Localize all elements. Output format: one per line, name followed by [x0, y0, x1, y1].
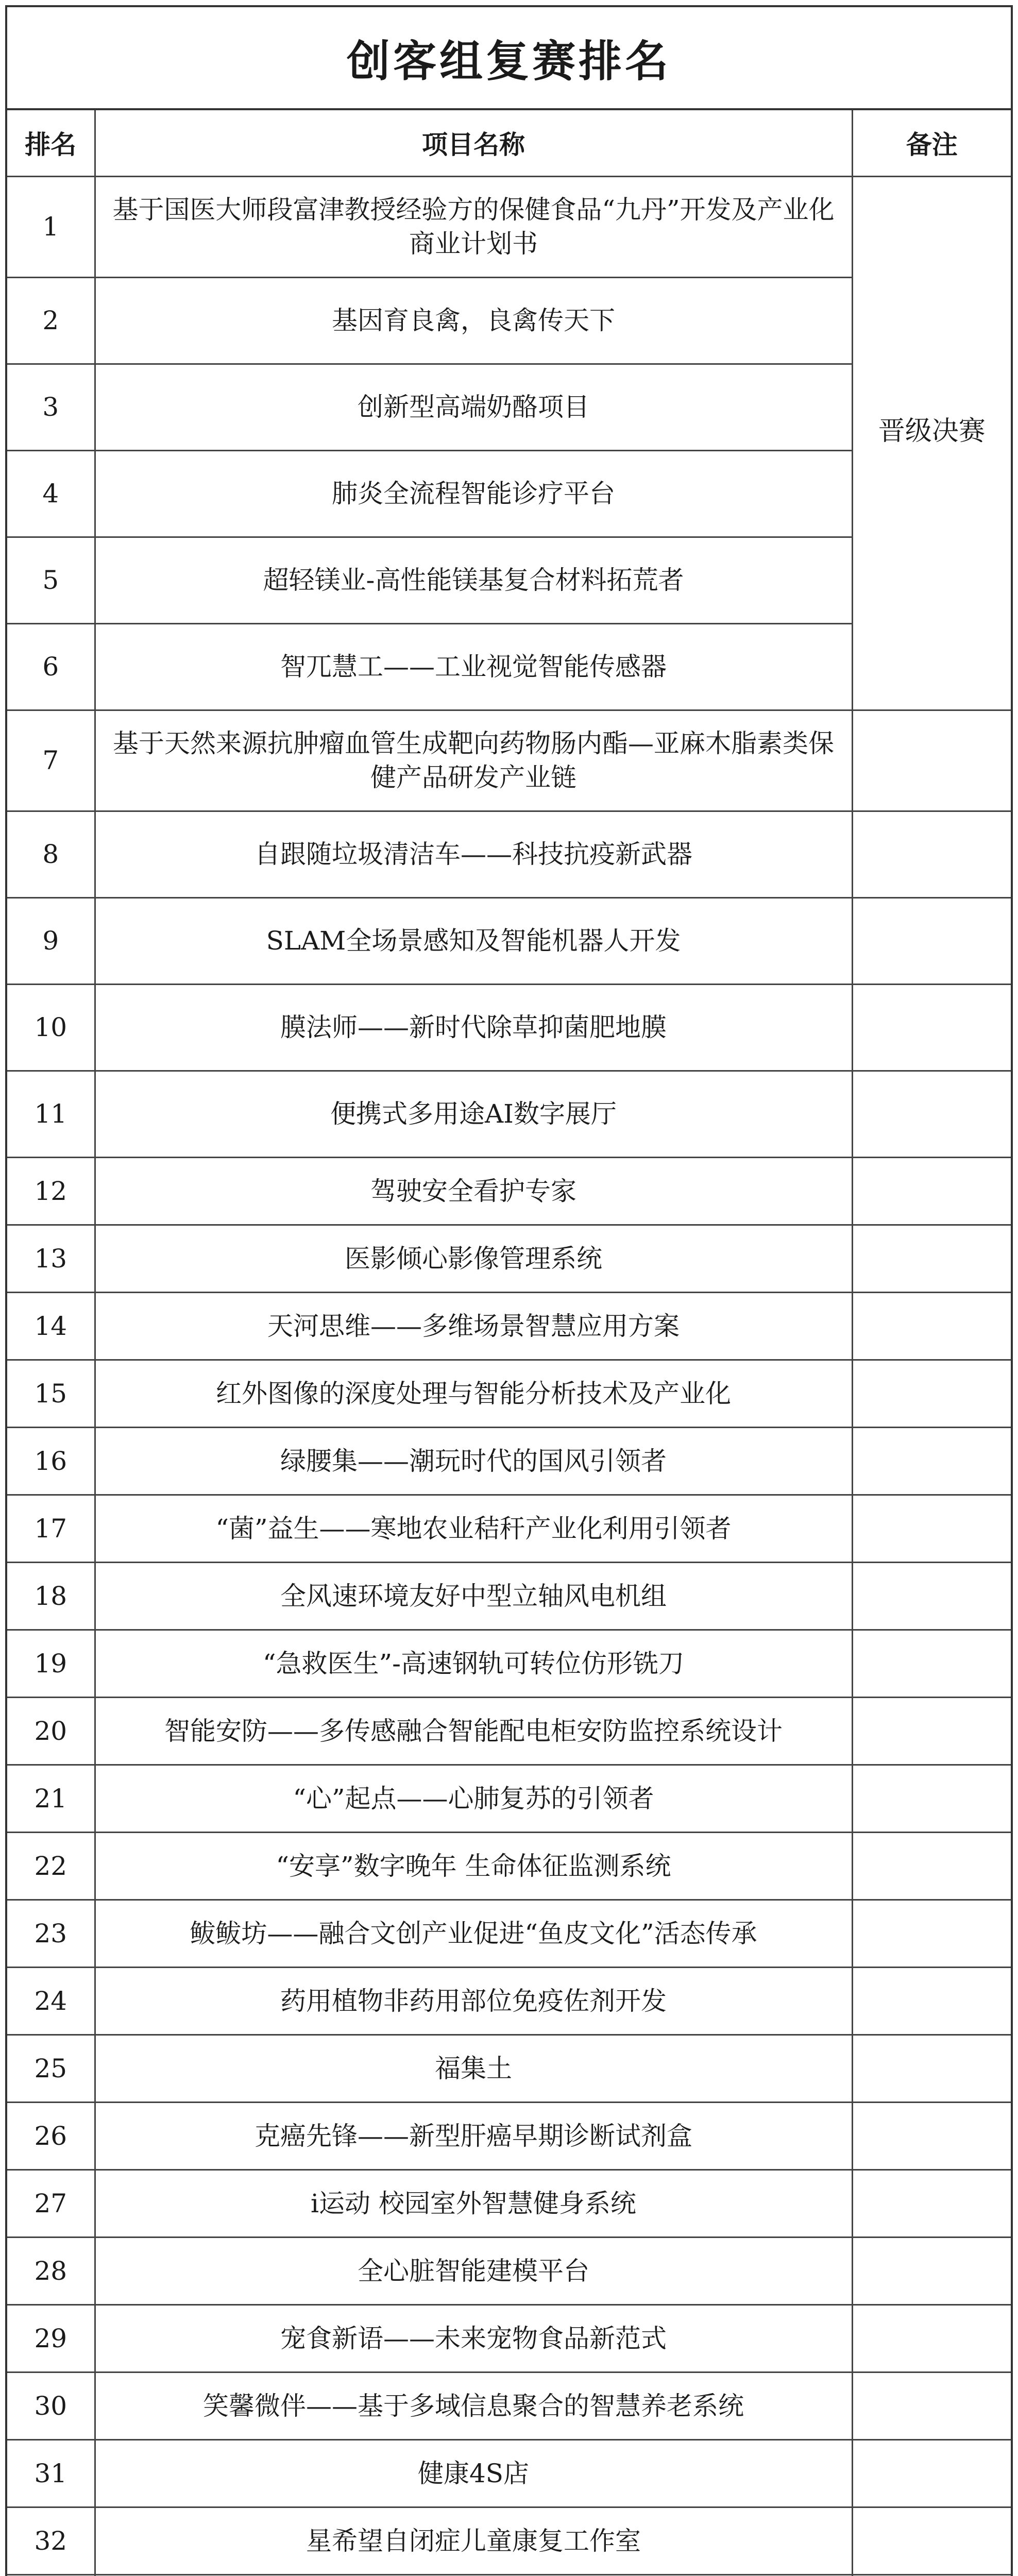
table-row — [7, 811, 1011, 897]
project-name-cell: 超轻镁业-高性能镁基复合材料拓荒者 — [95, 537, 852, 623]
project-name-cell: 红外图像的深度处理与智能分析技术及产业化 — [95, 1360, 852, 1427]
table-row — [7, 1630, 1011, 1697]
rank-cell: 7 — [7, 710, 95, 811]
table-row — [7, 1071, 1011, 1157]
rank-cell: 30 — [7, 2372, 95, 2439]
table-row — [7, 897, 1011, 984]
table-row — [7, 1360, 1011, 1427]
table-row — [7, 1562, 1011, 1630]
rank-cell: 27 — [7, 2170, 95, 2237]
rank-cell: 23 — [7, 1900, 95, 1967]
project-name-cell: “急救医生”-高速钢轨可转位仿形铣刀 — [95, 1630, 852, 1697]
project-name-cell: 克癌先锋——新型肝癌早期诊断试剂盒 — [95, 2102, 852, 2170]
page-title: 创客组复赛排名 — [7, 7, 1011, 110]
table-row — [7, 1697, 1011, 1765]
note-cell — [852, 2237, 1011, 2304]
table-row — [7, 1427, 1011, 1495]
project-name-cell: 全心脏智能建模平台 — [95, 2237, 852, 2304]
rank-cell: 10 — [7, 984, 95, 1071]
header-row — [7, 110, 1011, 176]
project-name-cell: 健康4S店 — [95, 2439, 852, 2507]
table-row — [7, 1765, 1011, 1832]
rank-cell: 1 — [7, 176, 95, 277]
table-row — [7, 2507, 1011, 2574]
project-name-cell: 智兀慧工——工业视觉智能传感器 — [95, 623, 852, 710]
note-cell — [852, 1427, 1011, 1495]
note-cell — [852, 2304, 1011, 2372]
ranking-table — [7, 110, 1011, 2576]
note-cell — [852, 984, 1011, 1071]
note-cell — [852, 1967, 1011, 2035]
project-name-cell: 便携式多用途AI数字展厅 — [95, 1071, 852, 1157]
table-row — [7, 2304, 1011, 2372]
header-name: 项目名称 — [95, 110, 852, 176]
note-cell — [852, 1292, 1011, 1360]
project-name-cell: “心”起点——心肺复苏的引领者 — [95, 1765, 852, 1832]
rank-cell: 25 — [7, 2035, 95, 2102]
project-name-cell: “安享”数字晚年 生命体征监测系统 — [95, 1832, 852, 1900]
header-rank: 排名 — [7, 110, 95, 176]
note-cell — [852, 1360, 1011, 1427]
project-name-cell: SLAM全场景感知及智能机器人开发 — [95, 897, 852, 984]
rank-cell: 2 — [7, 277, 95, 364]
rank-cell: 17 — [7, 1495, 95, 1562]
note-cell — [852, 2439, 1011, 2507]
project-name-cell: 天河思维——多维场景智慧应用方案 — [95, 1292, 852, 1360]
project-name-cell: i运动 校园室外智慧健身系统 — [95, 2170, 852, 2237]
note-cell — [852, 897, 1011, 984]
rank-cell: 5 — [7, 537, 95, 623]
rank-cell: 31 — [7, 2439, 95, 2507]
table-row — [7, 1832, 1011, 1900]
table-row — [7, 2237, 1011, 2304]
project-name-cell: 福集土 — [95, 2035, 852, 2102]
table-row — [7, 176, 1011, 277]
table-row — [7, 984, 1011, 1071]
table-row — [7, 2102, 1011, 2170]
note-cell — [852, 710, 1011, 811]
project-name-cell: 创新型高端奶酪项目 — [95, 364, 852, 450]
table-row — [7, 2170, 1011, 2237]
rank-cell: 12 — [7, 1157, 95, 1225]
rank-cell: 14 — [7, 1292, 95, 1360]
project-name-cell: 驾驶安全看护专家 — [95, 1157, 852, 1225]
table-row — [7, 2372, 1011, 2439]
table-row — [7, 1157, 1011, 1225]
project-name-cell: 自跟随垃圾清洁车——科技抗疫新武器 — [95, 811, 852, 897]
project-name-cell: 基因育良禽，良禽传天下 — [95, 277, 852, 364]
rank-cell: 20 — [7, 1697, 95, 1765]
project-name-cell: 鲅鲅坊——融合文创产业促进“鱼皮文化”活态传承 — [95, 1900, 852, 1967]
rank-cell: 29 — [7, 2304, 95, 2372]
rank-cell: 11 — [7, 1071, 95, 1157]
table-row — [7, 1967, 1011, 2035]
note-cell-advance: 晋级决赛 — [852, 176, 1011, 710]
note-cell — [852, 1495, 1011, 1562]
rank-cell: 8 — [7, 811, 95, 897]
rank-cell: 32 — [7, 2507, 95, 2574]
rank-cell: 24 — [7, 1967, 95, 2035]
note-cell — [852, 2372, 1011, 2439]
project-name-cell: 基于国医大师段富津教授经验方的保健食品“九丹”开发及产业化商业计划书 — [95, 176, 852, 277]
rank-cell: 21 — [7, 1765, 95, 1832]
ranking-sheet — [5, 5, 1013, 2576]
note-cell — [852, 1900, 1011, 1967]
rank-cell: 22 — [7, 1832, 95, 1900]
project-name-cell: 膜法师——新时代除草抑菌肥地膜 — [95, 984, 852, 1071]
rank-cell: 18 — [7, 1562, 95, 1630]
note-cell — [852, 2102, 1011, 2170]
project-name-cell: 智能安防——多传感融合智能配电柜安防监控系统设计 — [95, 1697, 852, 1765]
project-name-cell: “菌”益生——寒地农业秸秆产业化利用引领者 — [95, 1495, 852, 1562]
rank-cell: 3 — [7, 364, 95, 450]
note-cell — [852, 1225, 1011, 1292]
note-cell — [852, 1071, 1011, 1157]
table-row — [7, 2035, 1011, 2102]
rank-cell: 19 — [7, 1630, 95, 1697]
project-name-cell: 基于天然来源抗肿瘤血管生成靶向药物肠内酯—亚麻木脂素类保健产品研发产业链 — [95, 710, 852, 811]
table-row — [7, 1495, 1011, 1562]
note-cell — [852, 1562, 1011, 1630]
rank-cell: 26 — [7, 2102, 95, 2170]
note-cell — [852, 1157, 1011, 1225]
rank-cell: 4 — [7, 450, 95, 537]
project-name-cell: 宠食新语——未来宠物食品新范式 — [95, 2304, 852, 2372]
note-cell — [852, 1697, 1011, 1765]
note-cell — [852, 1765, 1011, 1832]
project-name-cell: 肺炎全流程智能诊疗平台 — [95, 450, 852, 537]
rank-cell: 16 — [7, 1427, 95, 1495]
table-row — [7, 1900, 1011, 1967]
note-cell — [852, 1630, 1011, 1697]
project-name-cell: 药用植物非药用部位免疫佐剂开发 — [95, 1967, 852, 2035]
rank-cell: 15 — [7, 1360, 95, 1427]
project-name-cell: 医影倾心影像管理系统 — [95, 1225, 852, 1292]
project-name-cell: 全风速环境友好中型立轴风电机组 — [95, 1562, 852, 1630]
table-row — [7, 710, 1011, 811]
table-row — [7, 1225, 1011, 1292]
project-name-cell: 笑馨微伴——基于多域信息聚合的智慧养老系统 — [95, 2372, 852, 2439]
rank-cell: 28 — [7, 2237, 95, 2304]
note-cell — [852, 1832, 1011, 1900]
table-row — [7, 2439, 1011, 2507]
project-name-cell: 绿腰集——潮玩时代的国风引领者 — [95, 1427, 852, 1495]
project-name-cell: 星希望自闭症儿童康复工作室 — [95, 2507, 852, 2574]
table-row — [7, 1292, 1011, 1360]
header-note: 备注 — [852, 110, 1011, 176]
rank-cell: 13 — [7, 1225, 95, 1292]
note-cell — [852, 2507, 1011, 2574]
note-cell — [852, 2035, 1011, 2102]
rank-cell: 9 — [7, 897, 95, 984]
note-cell — [852, 811, 1011, 897]
note-cell — [852, 2170, 1011, 2237]
rank-cell: 6 — [7, 623, 95, 710]
